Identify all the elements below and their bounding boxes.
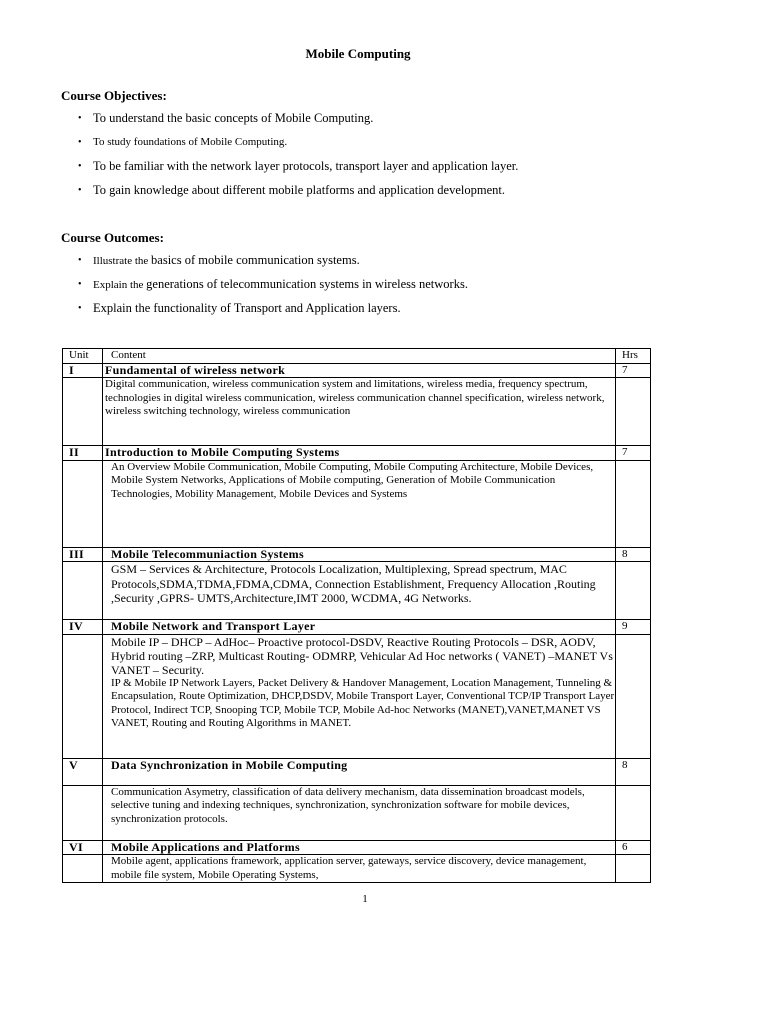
unit-content: An Overview Mobile Communication, Mobile Computing, Mobile Computing Architecture, Mobile Devices, Mobile System Networks, Applications of Mobile computing, Generation of Mobile Communication Technologies, Mobility Management, Mobile Devices and Systems	[103, 460, 616, 547]
header-hrs: Hrs	[616, 349, 651, 364]
outcomes-list	[78, 253, 468, 325]
list-item: • Illustrate the basics of mobile communication systems.	[78, 253, 360, 267]
unit-topic: Introduction to Mobile Computing Systems	[103, 446, 616, 461]
unit-number: VI	[63, 840, 103, 855]
unit-topic: Data Synchronization in Mobile Computing	[103, 758, 616, 785]
unit-content	[103, 634, 616, 758]
unit-hours: 9	[616, 620, 651, 635]
syllabus-table	[62, 348, 651, 883]
table-row	[63, 547, 651, 562]
unit-number: II	[63, 446, 103, 461]
page-number: 1	[362, 893, 368, 905]
unit-hours: 8	[616, 758, 651, 785]
table-row	[63, 363, 651, 378]
table-row	[63, 460, 651, 547]
outcomes-heading: Course Outcomes:	[61, 230, 164, 245]
unit-number: IV	[63, 620, 103, 635]
unit-content: GSM – Services & Architecture, Protocols Localization, Multiplexing, Spread spectrum, MAC Protocols,SDMA,TDMA,FDMA,CDMA, Connection Establishment, Frequency Allocation ,Routing ,Security ,GPRS- UMTS,Architecture,IMT 2000, WCDMA, 4G Networks.	[103, 562, 616, 620]
table-row	[63, 855, 651, 883]
header-content: Content	[103, 349, 616, 364]
table-row	[63, 378, 651, 446]
unit-content: Digital communication, wireless communication system and limitations, wireless media, frequency spectrum, technologies in digital wireless communication, wireless communication channel specification, wireless network, wireless switching technology, wireless communication	[103, 378, 616, 446]
list-item: • To understand the basic concepts of Mobile Computing.	[78, 111, 374, 125]
header-unit: Unit	[63, 349, 103, 364]
objectives-list	[78, 111, 518, 207]
table-row	[63, 840, 651, 855]
table-row	[63, 634, 651, 758]
unit-content-part-1: Mobile IP – DHCP – AdHoc– Proactive protocol-DSDV, Reactive Routing Protocols – DSR, AODV, Hybrid routing –ZRP, Multicast Routing- ODMRP, Vehicular Ad Hoc networks ( VANET) –MANET Vs VANET – Security.	[111, 634, 613, 677]
unit-content-part-2: IP & Mobile IP Network Layers, Packet Delivery & Handover Management, Location Management, Tunneling & Encapsulation, Route Optimization, DHCP,DSDV, Mobile Transport Layer, Conventional TCP/IP Transport Layer Protocol, Indirect TCP, Snooping TCP, Mobile TCP, Mobile Ad-hoc Networks (MANET),VANET,MANET VS VANET, Routing and Routing Algorithms in MANET.	[111, 676, 615, 729]
objectives-heading: Course Objectives:	[61, 88, 167, 103]
unit-number: I	[63, 363, 103, 378]
table-row	[63, 785, 651, 840]
unit-number: V	[63, 758, 103, 785]
unit-content: Communication Asymetry, classification of data delivery mechanism, data dissemination broadcast models, selective tuning and indexing techniques, synchronization, synchronization software for mobile devices, synchronization protocols.	[103, 785, 616, 840]
unit-number: III	[63, 547, 103, 562]
unit-hours: 6	[616, 840, 651, 855]
list-item: • To study foundations of Mobile Computing.	[78, 136, 288, 148]
table-row	[63, 446, 651, 461]
list-item: • Explain the generations of telecommunication systems in wireless networks.	[78, 277, 468, 291]
unit-hours: 8	[616, 547, 651, 562]
page-title: Mobile Computing	[305, 46, 411, 61]
unit-hours: 7	[616, 363, 651, 378]
unit-hours: 7	[616, 446, 651, 461]
list-item: • Explain the functionality of Transport and Application layers.	[78, 301, 401, 315]
unit-topic: Fundamental of wireless network	[103, 363, 616, 378]
table-header-row	[63, 349, 651, 364]
unit-content: Mobile agent, applications framework, application server, gateways, service discovery, device management, mobile file system, Mobile Operating Systems,	[103, 855, 616, 883]
table-row	[63, 758, 651, 785]
table-row	[63, 562, 651, 620]
unit-topic: Mobile Applications and Platforms	[103, 840, 616, 855]
list-item: • To gain knowledge about different mobile platforms and application development.	[78, 183, 505, 197]
unit-topic: Mobile Network and Transport Layer	[103, 620, 616, 635]
unit-topic: Mobile Telecommuniaction Systems	[103, 547, 616, 562]
list-item: • To be familiar with the network layer protocols, transport layer and application layer.	[78, 159, 519, 173]
table-row	[63, 620, 651, 635]
